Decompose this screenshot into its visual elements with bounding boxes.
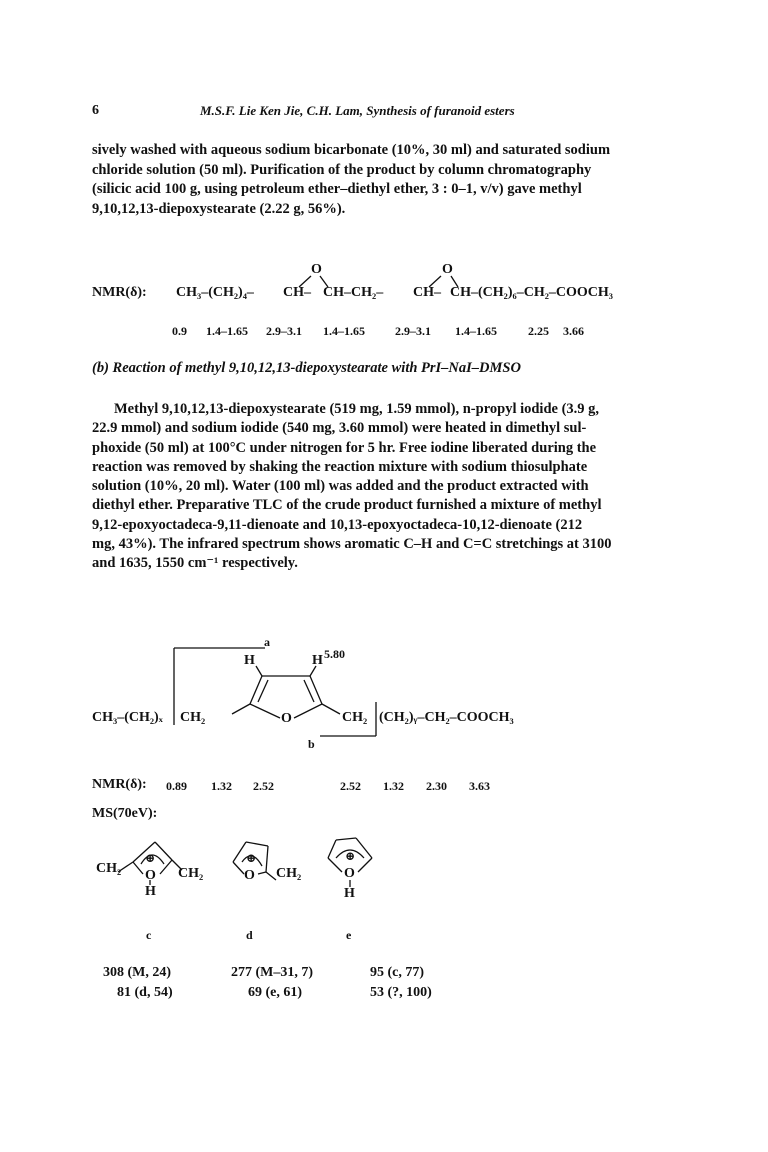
epoxy-oxygen-2: O xyxy=(442,262,453,277)
text-line: diethyl ether. Preparative TLC of the crude product furnished a mixture of methyl xyxy=(92,497,602,514)
furan-h-shift: 5.80 xyxy=(324,647,345,661)
label-a: a xyxy=(264,635,270,649)
ms-label: MS(70eV): xyxy=(92,806,158,821)
frag-c-plus: ⊕ xyxy=(145,851,156,865)
ms-peak: 308 (M, 24) xyxy=(103,965,172,980)
frag-d-plus: ⊕ xyxy=(246,851,257,865)
text-line: phoxide (50 ml) at 100°C under nitrogen for 5 hr. Free iodine liberated during the xyxy=(92,439,597,456)
furan-ring-oxygen: O xyxy=(281,711,292,726)
frag-c-h: H xyxy=(145,884,156,899)
running-title: M.S.F. Lie Ken Jie, C.H. Lam, Synthesis of furanoid esters xyxy=(200,103,515,118)
formula-ch3-chain: CH₃–(CH₂)₄– xyxy=(176,285,254,300)
furan-right-ch2: CH₂ xyxy=(342,710,368,725)
furan-left-ch2: CH₂ xyxy=(180,710,206,725)
text-line: 22.9 mmol) and sodium iodide (540 mg, 3.60 mmol) were heated in dimethyl sul- xyxy=(92,420,587,437)
text-line: reaction was removed by shaking the reaction mixture with sodium thiosulphate xyxy=(92,458,588,475)
nmr-shift: 2.9–3.1 xyxy=(266,324,302,338)
frag-d-label: d xyxy=(246,928,253,942)
ms-peak: 95 (c, 77) xyxy=(370,965,425,980)
text-line: (silicic acid 100 g, using petroleum ether–diethyl ether, 3 : 0–1, v/v) gave methyl xyxy=(92,181,582,197)
nmr-shift: 2.9–3.1 xyxy=(395,324,431,338)
epoxy-oxygen-1: O xyxy=(311,262,322,277)
ms-peak: 53 (?, 100) xyxy=(370,985,432,1000)
frag-e-oxygen: O xyxy=(344,866,355,881)
formula-ch-d: CH–(CH₂)₆–CH₂–COOCH₃ xyxy=(450,285,614,300)
frag-d-right: CH₂ xyxy=(276,866,302,881)
label-b: b xyxy=(308,737,315,751)
frag-e-plus: ⊕ xyxy=(345,849,356,863)
text-line: solution (10%, 20 ml). Water (100 ml) was added and the product extracted with xyxy=(92,478,589,495)
nmr2-shift: 3.63 xyxy=(469,779,490,793)
ms-peak: 69 (e, 61) xyxy=(248,985,303,1000)
frag-c-oxygen: O xyxy=(145,868,156,883)
nmr2-shift: 2.52 xyxy=(253,779,274,793)
formula-ch-a: CH– xyxy=(283,285,311,300)
text-line: Methyl 9,10,12,13-diepoxystearate (519 mg, 1.59 mmol), n-propyl iodide (3.9 g, xyxy=(114,401,600,417)
frag-e-label: e xyxy=(346,928,352,942)
nmr-shift: 0.9 xyxy=(172,324,187,338)
nmr2-shift: 1.32 xyxy=(211,779,232,793)
formula-ch-c: CH– xyxy=(413,285,441,300)
text-line: 9,10,12,13-diepoxystearate (2.22 g, 56%). xyxy=(92,200,346,217)
nmr2-shift: 1.32 xyxy=(383,779,404,793)
nmr2-label: NMR(δ): xyxy=(92,777,147,792)
text-line: chloride solution (50 ml). Purification of the product by column chromatography xyxy=(92,161,592,178)
frag-c-right: CH₂ xyxy=(178,866,204,881)
nmr-shift: 3.66 xyxy=(563,324,584,338)
ms-peak: 277 (M–31, 7) xyxy=(231,965,314,980)
nmr2-shift: 2.30 xyxy=(426,779,447,793)
text-line: 9,12-epoxyoctadeca-9,11-dienoate and 10,13-epoxyoctadeca-10,12-dienoate (212 xyxy=(92,516,583,533)
furan-left-chain: CH₃–(CH₂)ₓ xyxy=(92,710,163,725)
nmr-label: NMR(δ): xyxy=(92,285,147,300)
formula-ch-b: CH–CH₂– xyxy=(323,285,384,300)
section-heading: (b) Reaction of methyl 9,10,12,13-diepoxystearate with PrI–NaI–DMSO xyxy=(92,360,521,376)
text-line: sively washed with aqueous sodium bicarbonate (10%, 30 ml) and saturated sodium xyxy=(92,142,611,158)
furan-h-right: H xyxy=(312,653,323,668)
nmr-shift: 1.4–1.65 xyxy=(455,324,497,338)
page-number: 6 xyxy=(92,103,99,118)
nmr2-shift: 2.52 xyxy=(340,779,361,793)
text-line: mg, 43%). The infrared spectrum shows aromatic C–H and C=C stretchings at 3100 xyxy=(92,536,612,553)
ms-peak: 81 (d, 54) xyxy=(117,985,173,1000)
text-line: and 1635, 1550 cm⁻¹ respectively. xyxy=(92,555,298,572)
nmr2-shift: 0.89 xyxy=(166,779,187,793)
nmr-shift: 1.4–1.65 xyxy=(206,324,248,338)
frag-c-label: c xyxy=(146,928,152,942)
nmr-shift: 2.25 xyxy=(528,324,549,338)
nmr-shift: 1.4–1.65 xyxy=(323,324,365,338)
furan-right-chain: (CH₂)ᵧ–CH₂–COOCH₃ xyxy=(379,710,514,725)
furan-h-left: H xyxy=(244,653,255,668)
frag-c-left: CH₂ xyxy=(96,861,122,876)
frag-e-h: H xyxy=(344,886,355,901)
frag-d-oxygen: O xyxy=(244,868,255,883)
